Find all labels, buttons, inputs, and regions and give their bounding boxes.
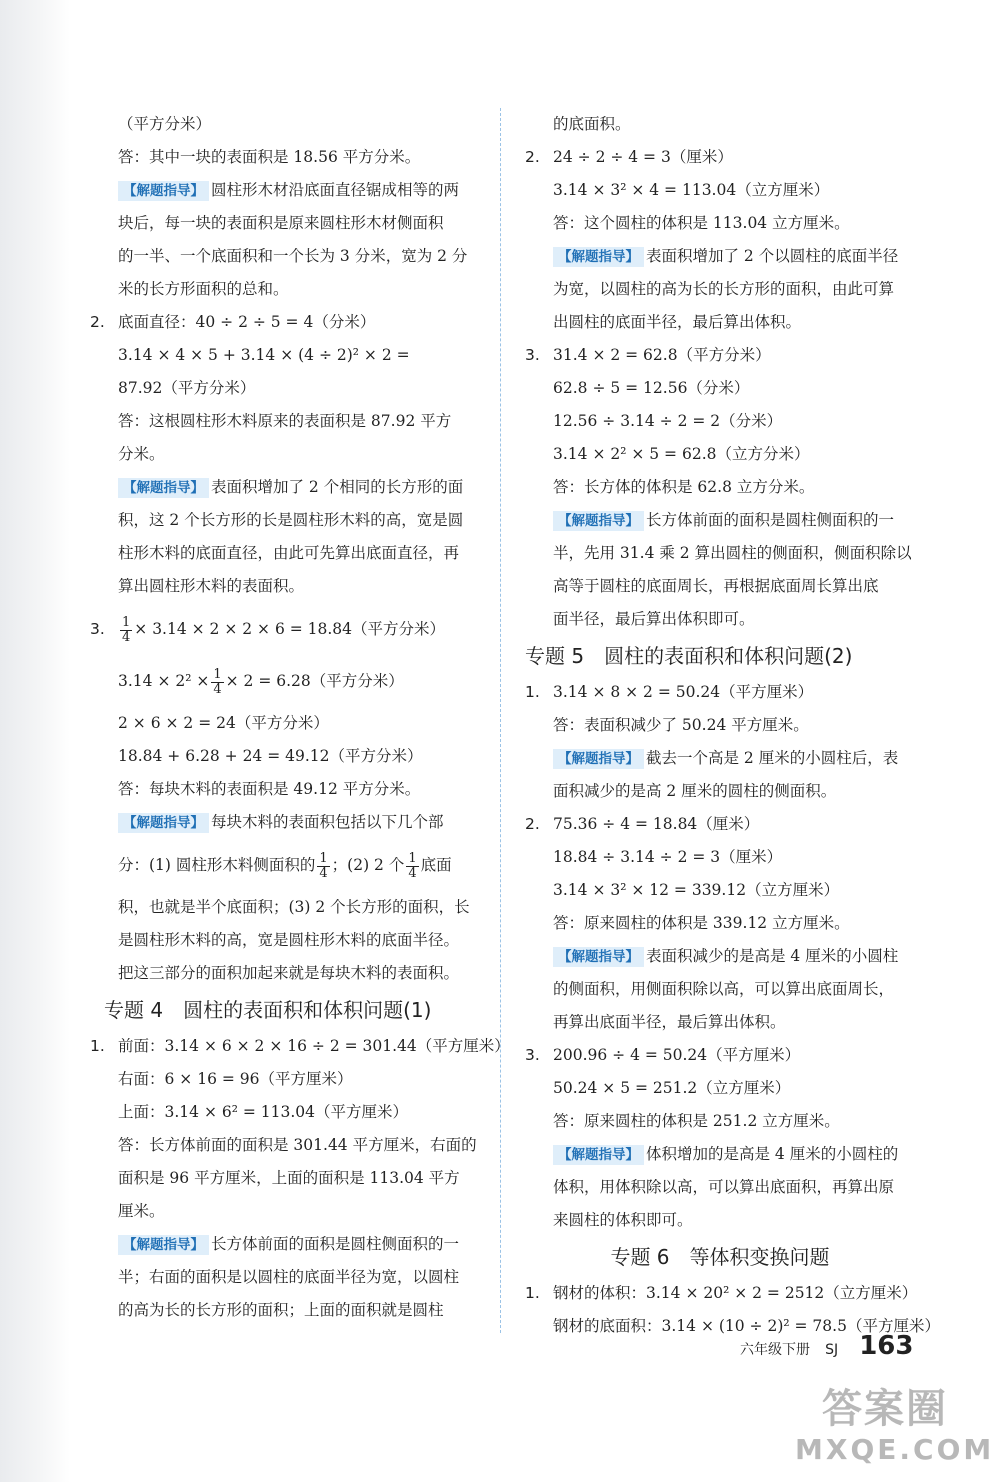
answer-line: 厘米。 bbox=[118, 1202, 165, 1220]
tip-text: 每块木料的表面积包括以下几个部 bbox=[211, 813, 444, 831]
question-line bbox=[525, 141, 915, 174]
solution-step: 3.14 × 4 × 5 + 3.14 × (4 ÷ 2)² × 2 = bbox=[118, 346, 410, 364]
solution-step: 上面：3.14 × 6² = 113.04（平方厘米） bbox=[118, 1103, 409, 1121]
text-line: （平方分米） bbox=[118, 115, 212, 133]
answer-line: 答：这根圆柱形木料原来的表面积是 87.92 平方 bbox=[118, 412, 452, 430]
solution-step: 钢材的底面积：3.14 × (10 ÷ 2)² = 78.5（平方厘米） bbox=[553, 1317, 940, 1335]
tip-line bbox=[90, 174, 480, 207]
fraction-quarter: $\frac{1}{4}$ bbox=[319, 850, 328, 881]
solution-step: 50.24 × 5 = 251.2（立方厘米） bbox=[553, 1079, 791, 1097]
tip-label: 【解题指导】 bbox=[553, 749, 644, 769]
answer-line: 答：表面积减少了 50.24 平方厘米。 bbox=[553, 716, 809, 734]
solution-step: 底面直径：40 ÷ 2 ÷ 5 = 4（分米） bbox=[118, 313, 376, 331]
tip-text: 柱形木料的底面直径，由此可先算出底面直径，再 bbox=[118, 544, 460, 562]
tip-text: 面积减少的是高 2 厘米的圆柱的侧面积。 bbox=[553, 782, 837, 800]
question-number: 3. bbox=[90, 620, 105, 638]
question-number: 1. bbox=[90, 1037, 105, 1055]
solution-step: 3.14 × 3² × 12 = 339.12（立方厘米） bbox=[553, 881, 840, 899]
tip-line bbox=[525, 504, 915, 537]
tip-text: 积，也就是半个底面积；(3) 2 个长方形的面积，长 bbox=[118, 898, 470, 916]
question-line bbox=[525, 1277, 918, 1310]
tip-text: 体积，用体积除以高，可以算出底面积，再算出原 bbox=[553, 1178, 895, 1196]
question-line bbox=[90, 1030, 510, 1063]
answer-line: 答：原来圆柱的体积是 251.2 立方厘米。 bbox=[553, 1112, 840, 1130]
solution-step: 右面：6 × 16 = 96（平方厘米） bbox=[118, 1070, 353, 1088]
tip-text: 为宽，以圆柱的高为长的长方形的面积，由此可算 bbox=[553, 280, 895, 298]
watermark-logo bbox=[795, 1385, 995, 1473]
section-heading: 专题 4 圆柱的表面积和体积问题(1) bbox=[104, 998, 432, 1022]
edition-code: SJ bbox=[825, 1342, 839, 1358]
tip-text: 分：(1) 圆柱形木料侧面积的 $\frac{1}{4}$ ；(2) 2 个 $\frac{1}{4}$ 底面 bbox=[118, 850, 452, 881]
answer-line: 分米。 bbox=[118, 445, 165, 463]
tip-text: 块后，每一块的表面积是原来圆柱形木材侧面积 bbox=[118, 214, 444, 232]
tip-label: 【解题指导】 bbox=[553, 1145, 644, 1165]
watermark-title: 答案圈 bbox=[822, 1386, 948, 1432]
tip-line bbox=[525, 1138, 915, 1171]
answer-line: 答：这个圆柱的体积是 113.04 立方厘米。 bbox=[553, 214, 850, 232]
question-number: 3. bbox=[525, 346, 540, 364]
question-number: 2. bbox=[90, 313, 105, 331]
solution-step: 2 × 6 × 2 = 24（平方分米） bbox=[118, 714, 329, 732]
tip-text: 半，先用 31.4 乘 2 算出圆柱的侧面积，侧面积除以 bbox=[553, 544, 912, 562]
page-footer bbox=[740, 1326, 913, 1366]
grade-label: 六年级下册 bbox=[740, 1342, 810, 1358]
tip-text: 把这三部分的面积加起来就是每块木料的表面积。 bbox=[118, 964, 460, 982]
question-number: 1. bbox=[525, 683, 540, 701]
solution-step: 12.56 ÷ 3.14 ÷ 2 = 2（分米） bbox=[553, 412, 783, 430]
tip-label: 【解题指导】 bbox=[553, 511, 644, 531]
question-line bbox=[525, 339, 915, 372]
tip-text: 圆柱形木材沿底面直径锯成相等的两 bbox=[211, 181, 460, 199]
tip-line bbox=[525, 742, 915, 775]
page-number: 163 bbox=[859, 1331, 914, 1361]
fraction-quarter: $\frac{1}{4}$ bbox=[408, 850, 417, 881]
question-line bbox=[525, 808, 915, 841]
page-binding-edge bbox=[0, 0, 70, 1482]
answer-line: 答：每块木料的表面积是 49.12 平方分米。 bbox=[118, 780, 421, 798]
solution-step: 3.14 × 8 × 2 = 50.24（平方厘米） bbox=[553, 683, 814, 701]
tip-text: 截去一个高是 2 厘米的小圆柱后，表 bbox=[646, 749, 899, 767]
text-line: 的底面积。 bbox=[553, 115, 631, 133]
section-heading: 专题 5 圆柱的表面积和体积问题(2) bbox=[525, 644, 853, 668]
tip-label: 【解题指导】 bbox=[118, 181, 209, 201]
answer-line: 答：其中一块的表面积是 18.56 平方分米。 bbox=[118, 148, 421, 166]
fraction-quarter: $\frac{1}{4}$ bbox=[213, 666, 222, 697]
answer-line: 答：长方体前面的面积是 301.44 平方厘米，右面的 bbox=[118, 1136, 477, 1154]
question-line bbox=[525, 676, 915, 709]
tip-label: 【解题指导】 bbox=[553, 947, 644, 967]
tip-text: 体积增加的是高是 4 厘米的小圆柱的 bbox=[646, 1145, 899, 1163]
tip-text: 的高为长的长方形的面积；上面的面积就是圆柱 bbox=[118, 1301, 444, 1319]
tip-text: 积，这 2 个长方形的长是圆柱形木料的高，宽是圆 bbox=[118, 511, 464, 529]
tip-text: 长方体前面的面积是圆柱侧面积的一 bbox=[646, 511, 895, 529]
solution-step: × 3.14 × 2 × 2 × 6 = 18.84（平方分米） bbox=[134, 620, 446, 638]
solution-step: 200.96 ÷ 4 = 50.24（平方厘米） bbox=[553, 1046, 801, 1064]
tip-text: 米的长方形面积的总和。 bbox=[118, 280, 289, 298]
section-heading: 专题 6 等体积变换问题 bbox=[610, 1245, 830, 1269]
solution-step: 18.84 + 6.28 + 24 = 49.12（平方分米） bbox=[118, 747, 423, 765]
right-column bbox=[525, 108, 940, 1343]
tip-text: 的一半、一个底面积和一个长为 3 分米，宽为 2 分 bbox=[118, 247, 468, 265]
tip-line bbox=[90, 806, 480, 839]
question-number: 2. bbox=[525, 148, 540, 166]
question-line bbox=[90, 306, 480, 339]
tip-line bbox=[90, 1228, 480, 1261]
solution-step: 24 ÷ 2 ÷ 4 = 3（厘米） bbox=[553, 148, 733, 166]
watermark-url: MXQE.COM bbox=[795, 1433, 995, 1466]
answer-line: 答：长方体的体积是 62.8 立方分米。 bbox=[553, 478, 815, 496]
solution-step: 75.36 ÷ 4 = 18.84（厘米） bbox=[553, 815, 760, 833]
tip-line bbox=[525, 240, 915, 273]
left-column bbox=[90, 108, 510, 1327]
solution-step: 62.8 ÷ 5 = 12.56（分米） bbox=[553, 379, 750, 397]
tip-text: 面半径，最后算出体积即可。 bbox=[553, 610, 755, 628]
tip-text: 的侧面积，用侧面积除以高，可以算出底面周长， bbox=[553, 980, 895, 998]
fraction-quarter: $\frac{1}{4}$ bbox=[122, 614, 131, 645]
question-line bbox=[525, 1039, 915, 1072]
tip-line bbox=[525, 940, 915, 973]
tip-text: 表面积减少的是高是 4 厘米的小圆柱 bbox=[646, 947, 899, 965]
tip-label: 【解题指导】 bbox=[553, 247, 644, 267]
tip-label: 【解题指导】 bbox=[118, 813, 209, 833]
tip-text: 再算出底面半径，最后算出体积。 bbox=[553, 1013, 786, 1031]
tip-label: 【解题指导】 bbox=[118, 1235, 209, 1255]
tip-text: 表面积增加了 2 个相同的长方形的面 bbox=[211, 478, 464, 496]
tip-text: 表面积增加了 2 个以圆柱的底面半径 bbox=[646, 247, 899, 265]
question-number: 3. bbox=[525, 1046, 540, 1064]
tip-text: 出圆柱的底面半径，最后算出体积。 bbox=[553, 313, 802, 331]
solution-step: 3.14 × 2² × $\frac{1}{4}$ × 2 = 6.28（平方分米） bbox=[118, 666, 404, 697]
question-number: 2. bbox=[525, 815, 540, 833]
tip-line bbox=[90, 471, 480, 504]
solution-step: 3.14 × 2² × 5 = 62.8（立方分米） bbox=[553, 445, 810, 463]
solution-step: 18.84 ÷ 3.14 ÷ 2 = 3（厘米） bbox=[553, 848, 783, 866]
tip-text: 算出圆柱形木料的表面积。 bbox=[118, 577, 305, 595]
solution-step: 87.92（平方分米） bbox=[118, 379, 256, 397]
question-line bbox=[90, 603, 480, 655]
solution-step: 钢材的体积：3.14 × 20² × 2 = 2512（立方厘米） bbox=[553, 1284, 918, 1302]
solution-step: 31.4 × 2 = 62.8（平方分米） bbox=[553, 346, 771, 364]
tip-text: 半；右面的面积是以圆柱的底面半径为宽，以圆柱 bbox=[118, 1268, 460, 1286]
solution-step: 3.14 × 3² × 4 = 113.04（立方厘米） bbox=[553, 181, 830, 199]
tip-text: 高等于圆柱的底面周长，再根据底面周长算出底 bbox=[553, 577, 879, 595]
tip-text: 来圆柱的体积即可。 bbox=[553, 1211, 693, 1229]
answer-line: 答：原来圆柱的体积是 339.12 立方厘米。 bbox=[553, 914, 850, 932]
tip-text: 长方体前面的面积是圆柱侧面积的一 bbox=[211, 1235, 460, 1253]
column-divider bbox=[500, 108, 501, 1333]
question-number: 1. bbox=[525, 1284, 540, 1302]
solution-step: 前面：3.14 × 6 × 2 × 16 ÷ 2 = 301.44（平方厘米） bbox=[118, 1037, 510, 1055]
tip-label: 【解题指导】 bbox=[118, 478, 209, 498]
answer-line: 面积是 96 平方厘米，上面的面积是 113.04 平方 bbox=[118, 1169, 460, 1187]
tip-text: 是圆柱形木料的高，宽是圆柱形木料的底面半径。 bbox=[118, 931, 460, 949]
